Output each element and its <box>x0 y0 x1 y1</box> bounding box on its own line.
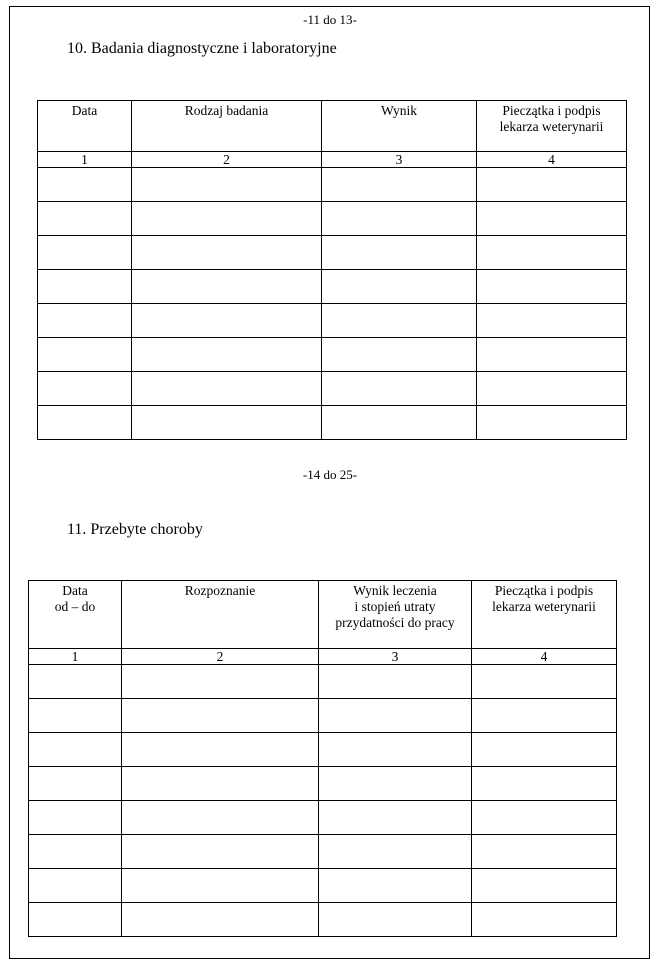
page-marker-top: -11 do 13- <box>303 12 357 27</box>
column-number: 2 <box>132 152 322 168</box>
table-cell[interactable] <box>132 236 322 270</box>
column-header-diagnosis: Rozpoznanie <box>122 581 319 649</box>
table-cell[interactable] <box>122 869 319 903</box>
table-cell[interactable] <box>477 202 627 236</box>
column-header-treatment-result: Wynik leczenia i stopień utraty przydatności do pracy <box>319 581 472 649</box>
table-cell[interactable] <box>319 767 472 801</box>
table-cell[interactable] <box>122 665 319 699</box>
column-header-result: Wynik <box>322 101 477 152</box>
table-cell[interactable] <box>122 733 319 767</box>
table-cell[interactable] <box>132 372 322 406</box>
section-10-title: 10. Badania diagnostyczne i laboratoryjne <box>67 40 337 57</box>
past-diseases-table <box>28 580 617 937</box>
table-cell[interactable] <box>29 903 122 937</box>
column-number: 3 <box>319 649 472 665</box>
column-number: 4 <box>472 649 617 665</box>
table-row <box>38 304 627 338</box>
column-header-stamp-signature: Pieczątka i podpis lekarza weterynarii <box>472 581 617 649</box>
table-row <box>29 903 617 937</box>
table-cell[interactable] <box>38 202 132 236</box>
table-cell[interactable] <box>472 903 617 937</box>
table-row <box>29 665 617 699</box>
table-header-row <box>38 101 627 152</box>
table-cell[interactable] <box>472 835 617 869</box>
column-number: 4 <box>477 152 627 168</box>
table-row <box>38 372 627 406</box>
table-row <box>29 767 617 801</box>
table-cell[interactable] <box>472 699 617 733</box>
table-cell[interactable] <box>132 270 322 304</box>
table-row <box>29 869 617 903</box>
table-cell[interactable] <box>29 665 122 699</box>
column-number: 1 <box>29 649 122 665</box>
column-number: 3 <box>322 152 477 168</box>
table-cell[interactable] <box>38 236 132 270</box>
table-cell[interactable] <box>122 767 319 801</box>
table-cell[interactable] <box>472 733 617 767</box>
table-cell[interactable] <box>132 406 322 440</box>
table-cell[interactable] <box>122 903 319 937</box>
table-row <box>29 801 617 835</box>
table-cell[interactable] <box>319 869 472 903</box>
table-cell[interactable] <box>322 236 477 270</box>
table-cell[interactable] <box>322 304 477 338</box>
table-row <box>38 406 627 440</box>
table-cell[interactable] <box>472 767 617 801</box>
table-cell[interactable] <box>38 338 132 372</box>
column-number-row <box>38 152 627 168</box>
table-row <box>29 835 617 869</box>
table-cell[interactable] <box>29 699 122 733</box>
table-cell[interactable] <box>29 801 122 835</box>
column-header-date: Data <box>38 101 132 152</box>
table-cell[interactable] <box>29 835 122 869</box>
table-cell[interactable] <box>322 168 477 202</box>
table-cell[interactable] <box>319 903 472 937</box>
diagnostics-table <box>37 100 627 440</box>
table-cell[interactable] <box>322 270 477 304</box>
table-cell[interactable] <box>132 202 322 236</box>
table-cell[interactable] <box>122 835 319 869</box>
table-cell[interactable] <box>122 699 319 733</box>
table-cell[interactable] <box>322 372 477 406</box>
table-header-row <box>29 581 617 649</box>
table-cell[interactable] <box>477 168 627 202</box>
table-cell[interactable] <box>472 801 617 835</box>
table-cell[interactable] <box>38 270 132 304</box>
table-cell[interactable] <box>38 304 132 338</box>
table-row <box>38 168 627 202</box>
table-cell[interactable] <box>322 406 477 440</box>
page-marker-middle: -14 do 25- <box>302 467 358 482</box>
table-cell[interactable] <box>322 338 477 372</box>
table-cell[interactable] <box>122 801 319 835</box>
table-cell[interactable] <box>477 236 627 270</box>
table-cell[interactable] <box>477 270 627 304</box>
table-cell[interactable] <box>319 835 472 869</box>
table-cell[interactable] <box>132 304 322 338</box>
table-cell[interactable] <box>477 372 627 406</box>
table-cell[interactable] <box>29 869 122 903</box>
table-cell[interactable] <box>29 733 122 767</box>
table-row <box>38 236 627 270</box>
table-row <box>38 270 627 304</box>
table-cell[interactable] <box>472 869 617 903</box>
table-cell[interactable] <box>38 406 132 440</box>
table-row <box>29 733 617 767</box>
column-header-date-range: Data od – do <box>29 581 122 649</box>
table-cell[interactable] <box>29 767 122 801</box>
column-number: 1 <box>38 152 132 168</box>
table-cell[interactable] <box>38 372 132 406</box>
table-cell[interactable] <box>319 801 472 835</box>
table-cell[interactable] <box>319 699 472 733</box>
section-11-title: 11. Przebyte choroby <box>67 521 203 538</box>
column-number-row <box>29 649 617 665</box>
table-cell[interactable] <box>38 168 132 202</box>
column-header-test-type: Rodzaj badania <box>132 101 322 152</box>
table-cell[interactable] <box>322 202 477 236</box>
table-cell[interactable] <box>477 338 627 372</box>
column-number: 2 <box>122 649 319 665</box>
table-cell[interactable] <box>319 665 472 699</box>
table-cell[interactable] <box>132 338 322 372</box>
table-row <box>29 699 617 733</box>
table-row <box>38 202 627 236</box>
table-cell[interactable] <box>477 406 627 440</box>
table-row <box>38 338 627 372</box>
table-cell[interactable] <box>477 304 627 338</box>
table-cell[interactable] <box>472 665 617 699</box>
table-cell[interactable] <box>319 733 472 767</box>
column-header-stamp-signature: Pieczątka i podpis lekarza weterynarii <box>477 101 627 152</box>
table-cell[interactable] <box>132 168 322 202</box>
